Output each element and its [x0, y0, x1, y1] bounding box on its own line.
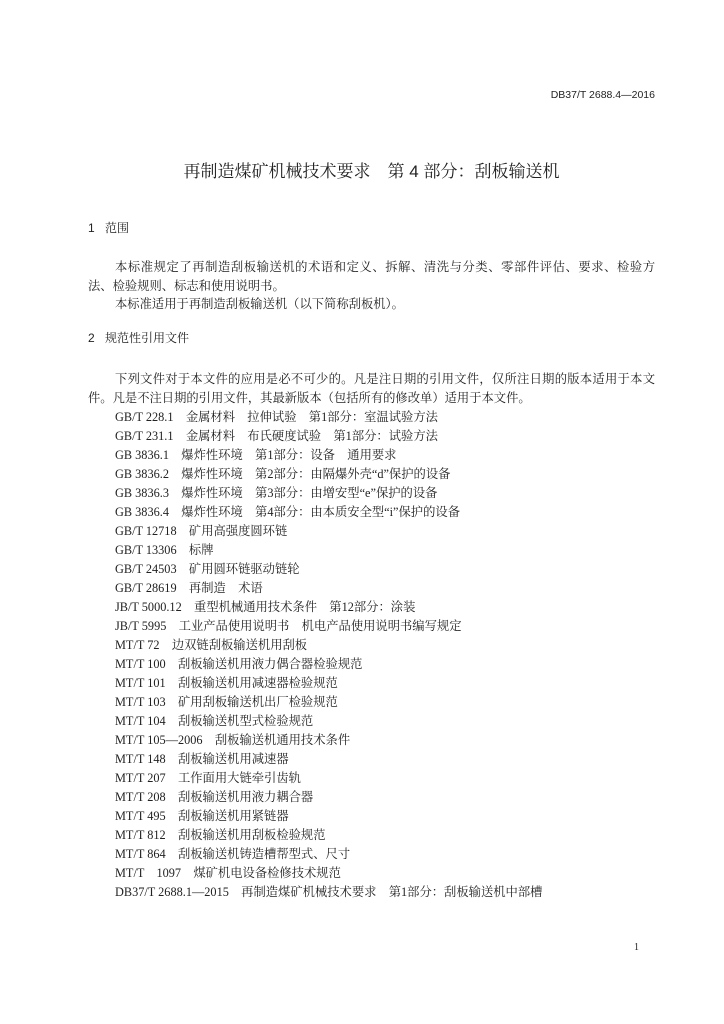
section-number: 2 [88, 331, 95, 345]
section-body-scope [88, 258, 655, 314]
paragraph: 本标准规定了再制造刮板输送机的术语和定义、拆解、清洗与分类、零部件评估、要求、检验方法、检验规则、标志和使用说明书。 [88, 260, 655, 293]
reference-item: MT/T 148 刮板输送机用减速器 [115, 752, 289, 766]
reference-item: GB 3836.3 爆炸性环境 第3部分：由增安型“e”保护的设备 [115, 486, 438, 500]
reference-item: GB/T 12718 矿用高强度圆环链 [115, 524, 288, 538]
reference-item: GB/T 24503 矿用圆环链驱动链轮 [115, 562, 300, 576]
reference-item: JB/T 5995 工业产品使用说明书 机电产品使用说明书编写规定 [115, 619, 462, 633]
reference-item: MT/T 207 工作面用大链牵引齿轨 [115, 771, 301, 785]
reference-item: MT/T 105—2006 刮板输送机通用技术条件 [115, 733, 351, 747]
section-number: 1 [88, 221, 95, 235]
page-number: 1 [634, 942, 639, 953]
reference-item: GB/T 228.1 金属材料 拉伸试验 第1部分：室温试验方法 [115, 410, 438, 424]
reference-item: GB 3836.1 爆炸性环境 第1部分：设备 通用要求 [115, 448, 397, 462]
reference-item: MT/T 864 刮板输送机铸造槽帮型式、尺寸 [115, 847, 351, 861]
reference-item: MT/T 104 刮板输送机型式检验规范 [115, 714, 314, 728]
reference-item: GB/T 13306 标牌 [115, 543, 214, 557]
standard-code-header: DB37/T 2688.4—2016 [550, 89, 655, 101]
reference-item: MT/T 100 刮板输送机用液力偶合器检验规范 [115, 657, 363, 671]
section-heading-scope [88, 219, 129, 238]
reference-item: MT/T 208 刮板输送机用液力耦合器 [115, 790, 314, 804]
section-body-normative-references [88, 370, 655, 902]
paragraph: 下列文件对于本文件的应用是必不可少的。凡是注日期的引用文件，仅所注日期的版本适用于本文件。凡是不注日期的引用文件，其最新版本（包括所有的修改单）适用于本文件。 [88, 372, 655, 405]
paragraph: 本标准适用于再制造刮板输送机（以下简称刮板机）。 [115, 297, 404, 311]
reference-item: GB 3836.4 爆炸性环境 第4部分：由本质安全型“i”保护的设备 [115, 505, 460, 519]
reference-item: DB37/T 2688.1—2015 再制造煤矿机械技术要求 第1部分：刮板输送机中部槽 [115, 885, 543, 899]
reference-item: MT/T 495 刮板输送机用紧链器 [115, 809, 289, 823]
reference-item: GB/T 231.1 金属材料 布氏硬度试验 第1部分：试验方法 [115, 429, 438, 443]
reference-item: GB 3836.2 爆炸性环境 第2部分：由隔爆外壳“d”保护的设备 [115, 467, 451, 481]
reference-item: GB/T 28619 再制造 术语 [115, 581, 263, 595]
reference-item: MT/T 103 矿用刮板输送机出厂检验规范 [115, 695, 338, 709]
reference-item: MT/T 72 边双链刮板输送机用刮板 [115, 638, 308, 652]
section-title: 范围 [105, 221, 130, 235]
reference-list [88, 408, 655, 902]
reference-item: MT/T 101 刮板输送机用减速器检验规范 [115, 676, 338, 690]
section-title: 规范性引用文件 [105, 331, 190, 345]
document-title: 再制造煤矿机械技术要求 第 4 部分：刮板输送机 [183, 162, 560, 181]
section-heading-normative-references [88, 329, 189, 348]
reference-item: MT/T 1097 煤矿机电设备检修技术规范 [115, 866, 341, 880]
reference-item: JB/T 5000.12 重型机械通用技术条件 第12部分：涂装 [115, 600, 416, 614]
reference-item: MT/T 812 刮板输送机用刮板检验规范 [115, 828, 326, 842]
